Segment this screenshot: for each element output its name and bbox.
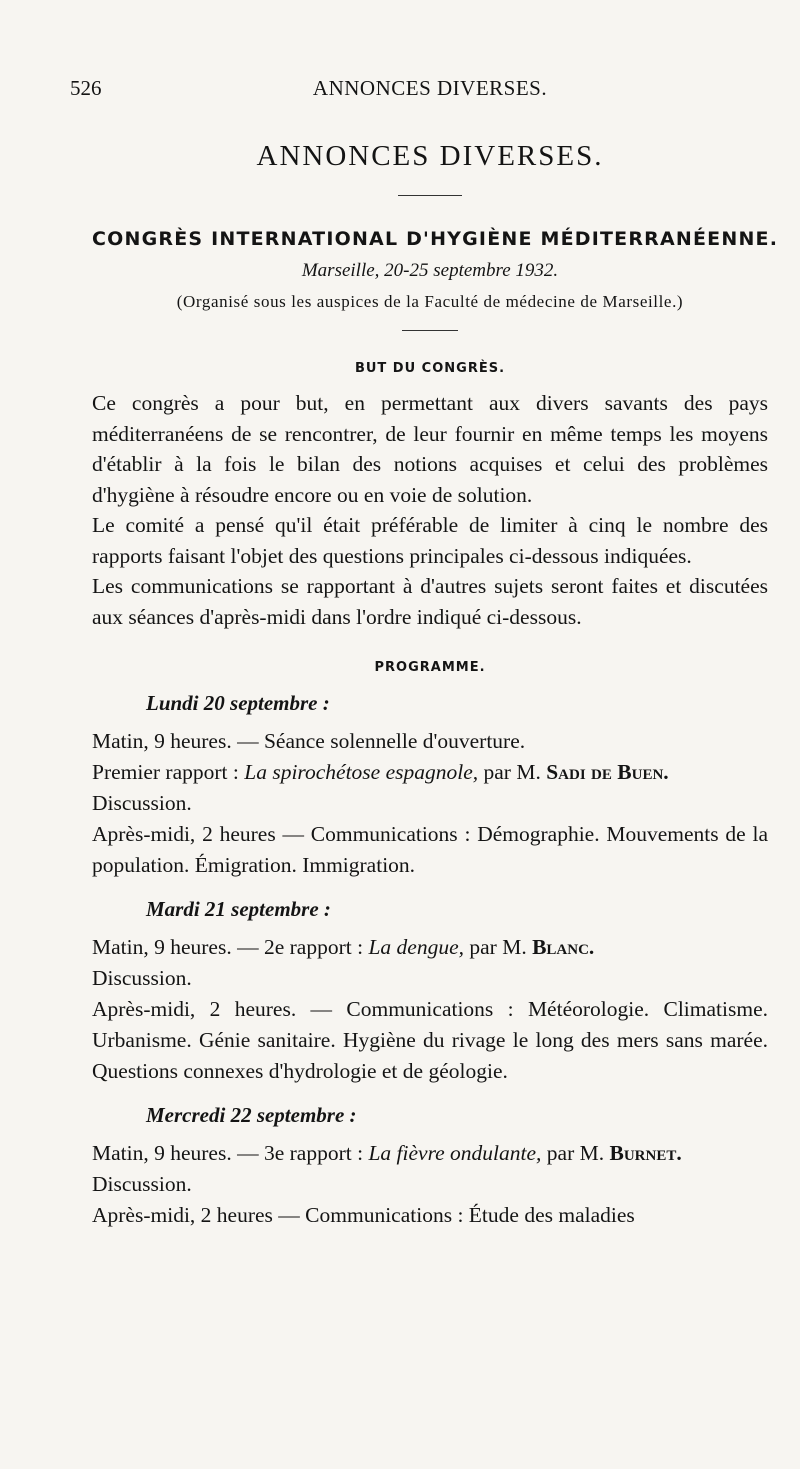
- report-prefix: Premier rapport :: [92, 760, 245, 784]
- report-author: Burnet.: [609, 1141, 682, 1165]
- programme-report: [92, 932, 768, 963]
- programme-line: Matin, 9 heures. — Séance solennelle d'ouverture.: [92, 729, 526, 753]
- report-author: Blanc.: [532, 935, 595, 959]
- report-title: La dengue,: [368, 935, 464, 959]
- programme-report: [92, 757, 768, 788]
- programme-line: Discussion.: [92, 1172, 192, 1196]
- congress-organizer: (Organisé sous les auspices de la Faculté de médecine de Marseille.): [176, 292, 684, 311]
- report-by: par M.: [541, 1141, 610, 1165]
- programme-line: Discussion.: [92, 966, 192, 990]
- report-prefix: Matin, 9 heures. — 3e rapport :: [92, 1141, 369, 1165]
- programme-line: Après-midi, 2 heures — Communications : Démographie. Mouvements de la population. Émigration. Immigration.: [92, 822, 768, 877]
- programme-line: Après-midi, 2 heures. — Communications : Météorologie. Climatisme. Urbanisme. Génie sanitaire. Hygiène du rivage le long des mers sans marée. Questions connexes d'hydrologie et de géologie.: [92, 997, 768, 1083]
- report-author: Sadi de Buen.: [546, 760, 669, 784]
- report-title: La spirochétose espagnole,: [244, 760, 479, 784]
- programme-line: Discussion.: [92, 791, 192, 815]
- divider: [398, 195, 462, 196]
- programme-line: Après-midi, 2 heures — Communications : Étude des maladies: [92, 1203, 635, 1227]
- goal-paragraph: Les communications se rapportant à d'autres sujets seront faites et discutées aux séances d'après-midi dans l'ordre indiqué ci-dessous.: [92, 574, 768, 629]
- page-number: 526: [70, 76, 102, 100]
- report-by: par M.: [478, 760, 547, 784]
- programme-report: [92, 1138, 768, 1169]
- day-title: Mercredi 22 septembre :: [146, 1103, 357, 1127]
- running-title: ANNONCES DIVERSES.: [312, 76, 548, 100]
- goal-paragraph: Ce congrès a pour but, en permettant aux divers savants des pays méditerranéens de se rencontrer, de leur fournir en même temps les moyens d'établir à la fois le bilan des notions acquises et celui des problèmes d'hygiène à résoudre encore ou en voie de solution.: [92, 391, 768, 507]
- day-title: Mardi 21 septembre :: [146, 897, 331, 921]
- page: [70, 68, 779, 1231]
- report-by: par M.: [464, 935, 533, 959]
- day-title: Lundi 20 septembre :: [146, 691, 330, 715]
- main-title: ANNONCES DIVERSES.: [256, 140, 604, 172]
- goal-heading: BUT DU CONGRÈS.: [354, 361, 506, 376]
- programme-heading: PROGRAMME.: [374, 660, 486, 675]
- goal-paragraph: Le comité a pensé qu'il était préférable de limiter à cinq le nombre des rapports faisant l'objet des questions principales ci-dessous indiquées.: [92, 513, 768, 568]
- congress-title: CONGRÈS INTERNATIONAL D'HYGIÈNE MÉDITERRANÉENNE.: [92, 228, 779, 250]
- running-header: [70, 68, 768, 104]
- congress-location: Marseille, 20-25 septembre 1932.: [301, 260, 559, 281]
- report-prefix: Matin, 9 heures. — 2e rapport :: [92, 935, 369, 959]
- report-title: La fièvre ondulante,: [368, 1141, 542, 1165]
- divider: [402, 330, 458, 331]
